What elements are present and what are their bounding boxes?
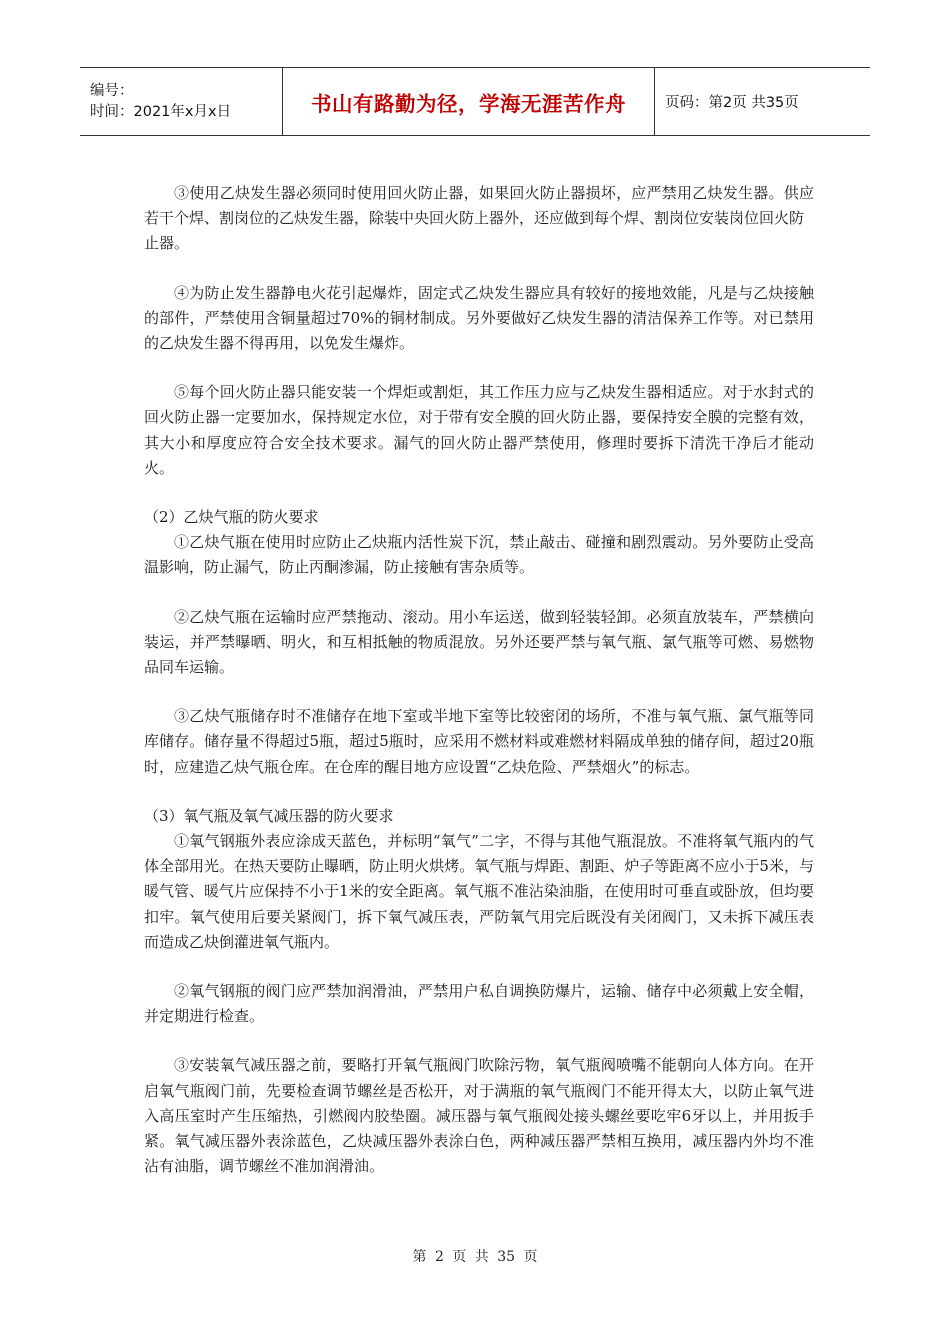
- header-meta: [80, 68, 282, 135]
- page-header: [80, 67, 870, 136]
- paragraph-acetylene-generator-3: ③使用乙炔发生器必须同时使用回火防止器，如果回火防止器损坏，应严禁用乙炔发生器。供应若干个焊、割岗位的乙炔发生器，除装中央回火防上器外，还应做到每个焊、割岗位安装岗位回火防: [144, 184, 814, 228]
- paragraph-acetylene-cylinder-3: ③乙炔气瓶储存时不准储存在地下室或半地下室等比较密闭的场所，不准与氧气瓶、氯气瓶等同库储存。储存量不得超过5瓶，超过5瓶时，应采用不燃材料或难燃材料隔成单独的储存间，超过20瓶时，应建造乙炔气瓶仓库。在仓库的醒目地方应设置“乙炔危险、严禁烟火”的标志。: [144, 707, 814, 776]
- header-motto-cell: [282, 68, 655, 135]
- section-heading-acetylene-cylinder: （2）乙炔气瓶的防火要求: [144, 508, 319, 527]
- section-heading-oxygen-cylinder: （3）氧气瓶及氧气减压器的防火要求: [144, 806, 394, 825]
- header-page-number: 页码：第2页 共35页: [665, 95, 799, 111]
- paragraph-acetylene-generator-5: ⑤每个回火防止器只能安装一个焊炬或割炬，其工作压力应与乙炔发生器相适应。对于水封式的回火防止器一定要加水，保持规定水位，对于带有安全膜的回火防止器，要保持安全膜的完整有效，其大小和厚度应符合安全技术要求。漏气的回火防止器严禁使用，修理时要拆下清洗干净后才能动火。: [144, 383, 814, 477]
- page-footer: 第 2 页 共 35 页: [412, 1249, 538, 1265]
- paragraph-acetylene-cylinder-1: ①乙炔气瓶在使用时应防止乙炔瓶内活性炭下沉，禁止敲击、碰撞和剧烈震动。另外要防止受高温影响，防止漏气，防止丙酮渗漏，防止接触有害杂质等。: [144, 533, 814, 577]
- document-number-label: 编号：: [90, 82, 134, 99]
- header-motto: 书山有路勤为径，学海无涯苦作舟: [311, 91, 626, 116]
- document-body: [144, 181, 814, 1180]
- paragraph-acetylene-cylinder-2: ②乙炔气瓶在运输时应严禁拖动、滚动。用小车运送，做到轻装轻卸。必须直放装车，严禁横向装运，并严禁曝晒、明火，和互相抵触的物质混放。另外还要严禁与氧气瓶、氯气瓶等可燃、易燃物品同车运输。: [144, 607, 814, 677]
- header-page-cell: [655, 68, 870, 135]
- paragraph-acetylene-generator-4: ④为防止发生器静电火花引起爆炸，固定式乙炔发生器应具有较好的接地效能，凡是与乙炔接触的部件，严禁使用含铜量超过70%的铜材制成。另外要做好乙炔发生器的清洁保养工作等。对已禁用的乙炔发生器不得再用，以免发生爆炸。: [144, 283, 814, 353]
- paragraph-oxygen-regulator-3: ③安装氧气减压器之前，要略打开氧气瓶阀门吹除污物，氧气瓶阀喷嘴不能朝向人体方向。在开启氧气瓶阀门前，先要检查调节螺丝是否松开，对于满瓶的氧气瓶阀门不能开得太大，以防止氧气进入高压室时产生压缩热，引燃阀内胶垫圈。减压器与氧气瓶阀处接头螺丝要吃牢6牙以上，并用扳手紧。氧气减压器外表涂蓝色，乙炔减压器外表涂白色，两种减压器严禁相互换用，减压器内外均不准沾有油脂，调节螺丝不准加润滑油。: [144, 1056, 814, 1176]
- paragraph-continuation: 止器。: [144, 234, 190, 253]
- paragraph-oxygen-cylinder-1: ①氧气钢瓶外表应涂成天蓝色，并标明“氧气”二字，不得与其他气瓶混放。不准将氧气瓶内的气体全部用光。在热天要防止曝晒，防止明火烘烤。氧气瓶与焊距、割距、炉子等距离不应小于5米，与暖气管、暖气片应保持不小于1米的安全距离。氧气瓶不准沾染油脂，在使用时可垂直或卧放，但均要扣牢。氧气使用后要关紧阀门，拆下氧气减压表，严防氧气用完后既没有关闭阀门，又未拆下减压表而造成乙炔倒灌进氧气瓶内。: [144, 832, 814, 951]
- paragraph-oxygen-cylinder-2: ②氧气钢瓶的阀门应严禁加润滑油，严禁用户私自调换防爆片，运输、储存中必须戴上安全帽，并定期进行检查。: [144, 982, 814, 1026]
- document-time-label: 时间：2021年x月x日: [90, 103, 232, 120]
